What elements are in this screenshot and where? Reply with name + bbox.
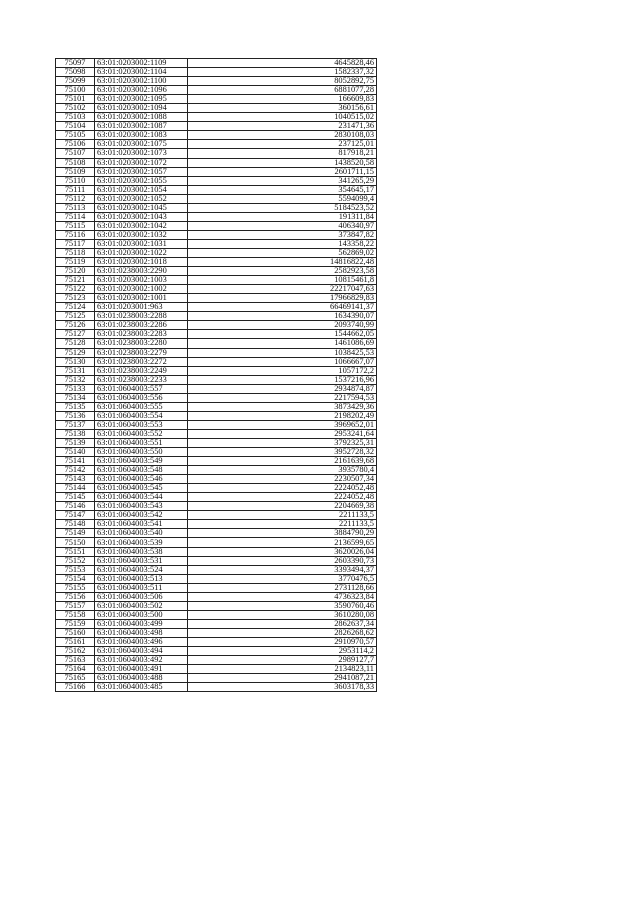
cadastral-number-cell: 63:01:0604003:552 [95,429,188,438]
cadastral-value-cell: 1634390,07 [188,312,377,321]
row-number-cell: 75111 [56,185,95,194]
table-row [56,429,377,438]
cadastral-number-cell: 63:01:0203002:1073 [95,149,188,158]
cadastral-value-cell: 817918,21 [188,149,377,158]
cadastral-value-cell: 3969652,01 [188,420,377,429]
row-number-cell: 75101 [56,95,95,104]
cadastral-number-cell: 63:01:0604003:557 [95,384,188,393]
cadastral-value-cell: 2093740,99 [188,321,377,330]
cadastral-value-cell: 166609,83 [188,95,377,104]
cadastral-value-cell: 1461086,69 [188,339,377,348]
table-row [56,638,377,647]
table-row [56,511,377,520]
row-number-cell: 75104 [56,122,95,131]
table-row [56,628,377,637]
cadastral-number-cell: 63:01:0604003:551 [95,438,188,447]
cadastral-value-cell: 3620026,04 [188,547,377,556]
row-number-cell: 75113 [56,203,95,212]
cadastral-number-cell: 63:01:0604003:540 [95,529,188,538]
row-number-cell: 75120 [56,267,95,276]
cadastral-value-cell: 3873429,36 [188,402,377,411]
cadastral-value-cell: 3792325,31 [188,438,377,447]
cadastral-value-cell: 2211133,5 [188,520,377,529]
cadastral-number-cell: 63:01:0203002:1083 [95,131,188,140]
row-number-cell: 75149 [56,529,95,538]
cadastral-value-cell: 10815461,8 [188,276,377,285]
cadastral-value-cell: 373847,82 [188,230,377,239]
cadastral-number-cell: 63:01:0604003:544 [95,493,188,502]
cadastral-value-cell: 8052892,75 [188,77,377,86]
row-number-cell: 75121 [56,276,95,285]
cadastral-number-cell: 63:01:0604003:498 [95,628,188,637]
row-number-cell: 75110 [56,176,95,185]
table-row [56,565,377,574]
cadastral-value-cell: 2731128,66 [188,583,377,592]
row-number-cell: 75161 [56,638,95,647]
table-row [56,68,377,77]
cadastral-number-cell: 63:01:0203002:1100 [95,77,188,86]
table-row [56,312,377,321]
cadastral-number-cell: 63:01:0203001:963 [95,303,188,312]
cadastral-value-cell: 2830108,03 [188,131,377,140]
cadastral-value-cell: 231471,36 [188,122,377,131]
row-number-cell: 75160 [56,628,95,637]
row-number-cell: 75133 [56,384,95,393]
cadastral-value-cell: 1066667,07 [188,357,377,366]
cadastral-number-cell: 63:01:0203002:1031 [95,239,188,248]
cadastral-number-cell: 63:01:0203002:1095 [95,95,188,104]
table-row [56,276,377,285]
table-row [56,375,377,384]
row-number-cell: 75141 [56,457,95,466]
cadastral-number-cell: 63:01:0238003:2249 [95,366,188,375]
cadastral-number-cell: 63:01:0604003:524 [95,565,188,574]
table-row [56,267,377,276]
cadastral-number-cell: 63:01:0203002:1072 [95,158,188,167]
cadastral-number-cell: 63:01:0604003:531 [95,556,188,565]
row-number-cell: 75143 [56,475,95,484]
cadastral-value-cell: 17966829,83 [188,294,377,303]
table-row [56,384,377,393]
row-number-cell: 75125 [56,312,95,321]
row-number-cell: 75127 [56,330,95,339]
table-row [56,122,377,131]
table-row [56,656,377,665]
cadastral-value-cell: 2161639,68 [188,457,377,466]
cadastral-value-cell: 3952728,32 [188,448,377,457]
table-row [56,502,377,511]
table-row [56,248,377,257]
cadastral-number-cell: 63:01:0604003:542 [95,511,188,520]
cadastral-value-cell: 237125,01 [188,140,377,149]
cadastral-value-cell: 14816822,48 [188,258,377,267]
cadastral-number-cell: 63:01:0203002:1109 [95,59,188,68]
cadastral-number-cell: 63:01:0604003:499 [95,619,188,628]
cadastral-value-cell: 1057172,2 [188,366,377,375]
row-number-cell: 75162 [56,647,95,656]
table-row [56,185,377,194]
table-row [56,131,377,140]
cadastral-value-cell: 341265,29 [188,176,377,185]
table-row [56,113,377,122]
row-number-cell: 75166 [56,683,95,692]
cadastral-number-cell: 63:01:0604003:511 [95,583,188,592]
table-row [56,330,377,339]
cadastral-value-cell: 2934874,87 [188,384,377,393]
cadastral-number-cell: 63:01:0604003:555 [95,402,188,411]
row-number-cell: 75116 [56,230,95,239]
table-row [56,239,377,248]
table-row [56,221,377,230]
row-number-cell: 75158 [56,610,95,619]
table-row [56,610,377,619]
row-number-cell: 75142 [56,466,95,475]
cadastral-value-cell: 5594099,4 [188,194,377,203]
row-number-cell: 75135 [56,402,95,411]
cadastral-value-cell: 3393494,37 [188,565,377,574]
cadastral-value-cell: 562869,02 [188,248,377,257]
table-row [56,194,377,203]
row-number-cell: 75152 [56,556,95,565]
cadastral-number-cell: 63:01:0238003:2283 [95,330,188,339]
row-number-cell: 75123 [56,294,95,303]
cadastral-number-cell: 63:01:0604003:488 [95,674,188,683]
cadastral-value-cell: 3935780,4 [188,466,377,475]
cadastral-number-cell: 63:01:0203002:1045 [95,203,188,212]
table-row [56,77,377,86]
cadastral-number-cell: 63:01:0238003:2288 [95,312,188,321]
cadastral-number-cell: 63:01:0604003:513 [95,574,188,583]
cadastral-number-cell: 63:01:0604003:548 [95,466,188,475]
cadastral-number-cell: 63:01:0604003:556 [95,393,188,402]
row-number-cell: 75146 [56,502,95,511]
row-number-cell: 75165 [56,674,95,683]
table-row [56,303,377,312]
row-number-cell: 75164 [56,665,95,674]
table-row [56,466,377,475]
cadastral-value-cell: 1438520,58 [188,158,377,167]
row-number-cell: 75145 [56,493,95,502]
row-number-cell: 75097 [56,59,95,68]
cadastral-value-cell: 143358,22 [188,239,377,248]
row-number-cell: 75109 [56,167,95,176]
cadastral-number-cell: 63:01:0203002:1043 [95,212,188,221]
table-row [56,493,377,502]
cadastral-number-cell: 63:01:0604003:485 [95,683,188,692]
table-row [56,366,377,375]
row-number-cell: 75115 [56,221,95,230]
cadastral-number-cell: 63:01:0604003:545 [95,484,188,493]
row-number-cell: 75163 [56,656,95,665]
row-number-cell: 75138 [56,429,95,438]
row-number-cell: 75131 [56,366,95,375]
cadastral-value-cell: 2862637,34 [188,619,377,628]
row-number-cell: 75100 [56,86,95,95]
cadastral-value-cell: 2910970,57 [188,638,377,647]
cadastral-number-cell: 63:01:0203002:1096 [95,86,188,95]
cadastral-number-cell: 63:01:0238003:2286 [95,321,188,330]
cadastral-value-cell: 2230507,34 [188,475,377,484]
table-row [56,556,377,565]
cadastral-value-cell: 2224052,48 [188,484,377,493]
cadastral-number-cell: 63:01:0604003:543 [95,502,188,511]
cadastral-value-cell: 2603390,73 [188,556,377,565]
row-number-cell: 75119 [56,258,95,267]
row-number-cell: 75112 [56,194,95,203]
cadastral-value-cell: 2211133,5 [188,511,377,520]
table-row [56,104,377,113]
cadastral-number-cell: 63:01:0203002:1087 [95,122,188,131]
row-number-cell: 75124 [56,303,95,312]
cadastral-number-cell: 63:01:0203002:1075 [95,140,188,149]
table-row [56,448,377,457]
row-number-cell: 75150 [56,538,95,547]
cadastral-number-cell: 63:01:0604003:550 [95,448,188,457]
table-row [56,230,377,239]
table-row [56,258,377,267]
cadastral-number-cell: 63:01:0604003:553 [95,420,188,429]
cadastral-number-cell: 63:01:0238003:2279 [95,348,188,357]
cadastral-value-cell: 1582337,32 [188,68,377,77]
cadastral-number-cell: 63:01:0203002:1032 [95,230,188,239]
table-row [56,674,377,683]
table-row [56,484,377,493]
row-number-cell: 75132 [56,375,95,384]
cadastral-number-cell: 63:01:0238003:2272 [95,357,188,366]
cadastral-value-table [55,58,377,692]
table-row [56,176,377,185]
table-row [56,529,377,538]
row-number-cell: 75105 [56,131,95,140]
cadastral-value-cell: 4736323,84 [188,592,377,601]
cadastral-number-cell: 63:01:0604003:496 [95,638,188,647]
table-row [56,348,377,357]
cadastral-value-cell: 66469141,37 [188,303,377,312]
cadastral-value-cell: 2826268,62 [188,628,377,637]
row-number-cell: 75130 [56,357,95,366]
table-row [56,167,377,176]
table-row [56,294,377,303]
row-number-cell: 75118 [56,248,95,257]
row-number-cell: 75122 [56,285,95,294]
cadastral-number-cell: 63:01:0203002:1057 [95,167,188,176]
table-row [56,212,377,221]
table-row [56,520,377,529]
table-body [56,59,377,692]
cadastral-number-cell: 63:01:0238003:2233 [95,375,188,384]
row-number-cell: 75137 [56,420,95,429]
table-row [56,538,377,547]
cadastral-number-cell: 63:01:0203002:1052 [95,194,188,203]
row-number-cell: 75107 [56,149,95,158]
cadastral-number-cell: 63:01:0238003:2290 [95,267,188,276]
row-number-cell: 75099 [56,77,95,86]
cadastral-number-cell: 63:01:0604003:500 [95,610,188,619]
cadastral-number-cell: 63:01:0203002:1002 [95,285,188,294]
cadastral-value-cell: 22217047,63 [188,285,377,294]
table-row [56,683,377,692]
cadastral-value-cell: 1040515,02 [188,113,377,122]
cadastral-value-cell: 4645828,46 [188,59,377,68]
cadastral-value-cell: 406340,97 [188,221,377,230]
cadastral-value-cell: 1537216,96 [188,375,377,384]
table-row [56,647,377,656]
cadastral-value-cell: 3884790,29 [188,529,377,538]
table-row [56,592,377,601]
cadastral-value-cell: 3610280,08 [188,610,377,619]
row-number-cell: 75153 [56,565,95,574]
table-row [56,619,377,628]
cadastral-number-cell: 63:01:0604003:506 [95,592,188,601]
cadastral-number-cell: 63:01:0203002:1018 [95,258,188,267]
cadastral-number-cell: 63:01:0604003:492 [95,656,188,665]
row-number-cell: 75102 [56,104,95,113]
table-row [56,357,377,366]
row-number-cell: 75106 [56,140,95,149]
cadastral-number-cell: 63:01:0238003:2280 [95,339,188,348]
table-row [56,149,377,158]
table-row [56,95,377,104]
row-number-cell: 75139 [56,438,95,447]
cadastral-value-cell: 3770476,5 [188,574,377,583]
table-row [56,158,377,167]
cadastral-number-cell: 63:01:0604003:541 [95,520,188,529]
cadastral-value-cell: 2941087,21 [188,674,377,683]
row-number-cell: 75155 [56,583,95,592]
table-row [56,203,377,212]
table-row [56,420,377,429]
cadastral-number-cell: 63:01:0203002:1055 [95,176,188,185]
cadastral-number-cell: 63:01:0203002:1003 [95,276,188,285]
table-row [56,402,377,411]
row-number-cell: 75117 [56,239,95,248]
cadastral-number-cell: 63:01:0203002:1088 [95,113,188,122]
row-number-cell: 75129 [56,348,95,357]
cadastral-value-cell: 2601711,15 [188,167,377,176]
cadastral-value-cell: 1544662,05 [188,330,377,339]
row-number-cell: 75098 [56,68,95,77]
cadastral-number-cell: 63:01:0604003:491 [95,665,188,674]
cadastral-value-cell: 6881077,28 [188,86,377,95]
cadastral-value-cell: 2134823,11 [188,665,377,674]
cadastral-number-cell: 63:01:0604003:546 [95,475,188,484]
cadastral-value-cell: 2989127,7 [188,656,377,665]
cadastral-value-cell: 2198202,49 [188,411,377,420]
table-row [56,438,377,447]
table-row [56,140,377,149]
row-number-cell: 75157 [56,601,95,610]
cadastral-number-cell: 63:01:0604003:502 [95,601,188,610]
cadastral-value-cell: 2136599,65 [188,538,377,547]
cadastral-value-cell: 2217594,53 [188,393,377,402]
row-number-cell: 75151 [56,547,95,556]
cadastral-number-cell: 63:01:0203002:1094 [95,104,188,113]
cadastral-number-cell: 63:01:0203002:1042 [95,221,188,230]
cadastral-value-cell: 360156,61 [188,104,377,113]
table-row [56,574,377,583]
cadastral-value-cell: 2204669,38 [188,502,377,511]
cadastral-number-cell: 63:01:0203002:1022 [95,248,188,257]
table-row [56,393,377,402]
row-number-cell: 75108 [56,158,95,167]
row-number-cell: 75148 [56,520,95,529]
table-row [56,86,377,95]
table-row [56,457,377,466]
row-number-cell: 75128 [56,339,95,348]
table-row [56,475,377,484]
cadastral-value-cell: 191311,84 [188,212,377,221]
row-number-cell: 75126 [56,321,95,330]
cadastral-value-cell: 3590760,46 [188,601,377,610]
table-row [56,321,377,330]
row-number-cell: 75114 [56,212,95,221]
row-number-cell: 75154 [56,574,95,583]
cadastral-number-cell: 63:01:0604003:549 [95,457,188,466]
cadastral-value-cell: 354645,17 [188,185,377,194]
row-number-cell: 75134 [56,393,95,402]
cadastral-value-cell: 2953114,2 [188,647,377,656]
cadastral-value-cell: 3603178,33 [188,683,377,692]
row-number-cell: 75147 [56,511,95,520]
cadastral-number-cell: 63:01:0604003:554 [95,411,188,420]
table-row [56,601,377,610]
cadastral-value-cell: 5184523,52 [188,203,377,212]
cadastral-number-cell: 63:01:0604003:538 [95,547,188,556]
cadastral-value-cell: 2224052,48 [188,493,377,502]
row-number-cell: 75144 [56,484,95,493]
cadastral-value-cell: 2582923,58 [188,267,377,276]
table-row [56,59,377,68]
table-row [56,665,377,674]
cadastral-number-cell: 63:01:0203002:1054 [95,185,188,194]
table-row [56,339,377,348]
cadastral-number-cell: 63:01:0203002:1001 [95,294,188,303]
table-row [56,583,377,592]
row-number-cell: 75156 [56,592,95,601]
cadastral-number-cell: 63:01:0203002:1104 [95,68,188,77]
table-row [56,285,377,294]
table-row [56,411,377,420]
row-number-cell: 75140 [56,448,95,457]
table-row [56,547,377,556]
cadastral-number-cell: 63:01:0604003:494 [95,647,188,656]
cadastral-value-cell: 1038425,53 [188,348,377,357]
row-number-cell: 75159 [56,619,95,628]
cadastral-number-cell: 63:01:0604003:539 [95,538,188,547]
cadastral-value-cell: 2953241,64 [188,429,377,438]
row-number-cell: 75103 [56,113,95,122]
row-number-cell: 75136 [56,411,95,420]
